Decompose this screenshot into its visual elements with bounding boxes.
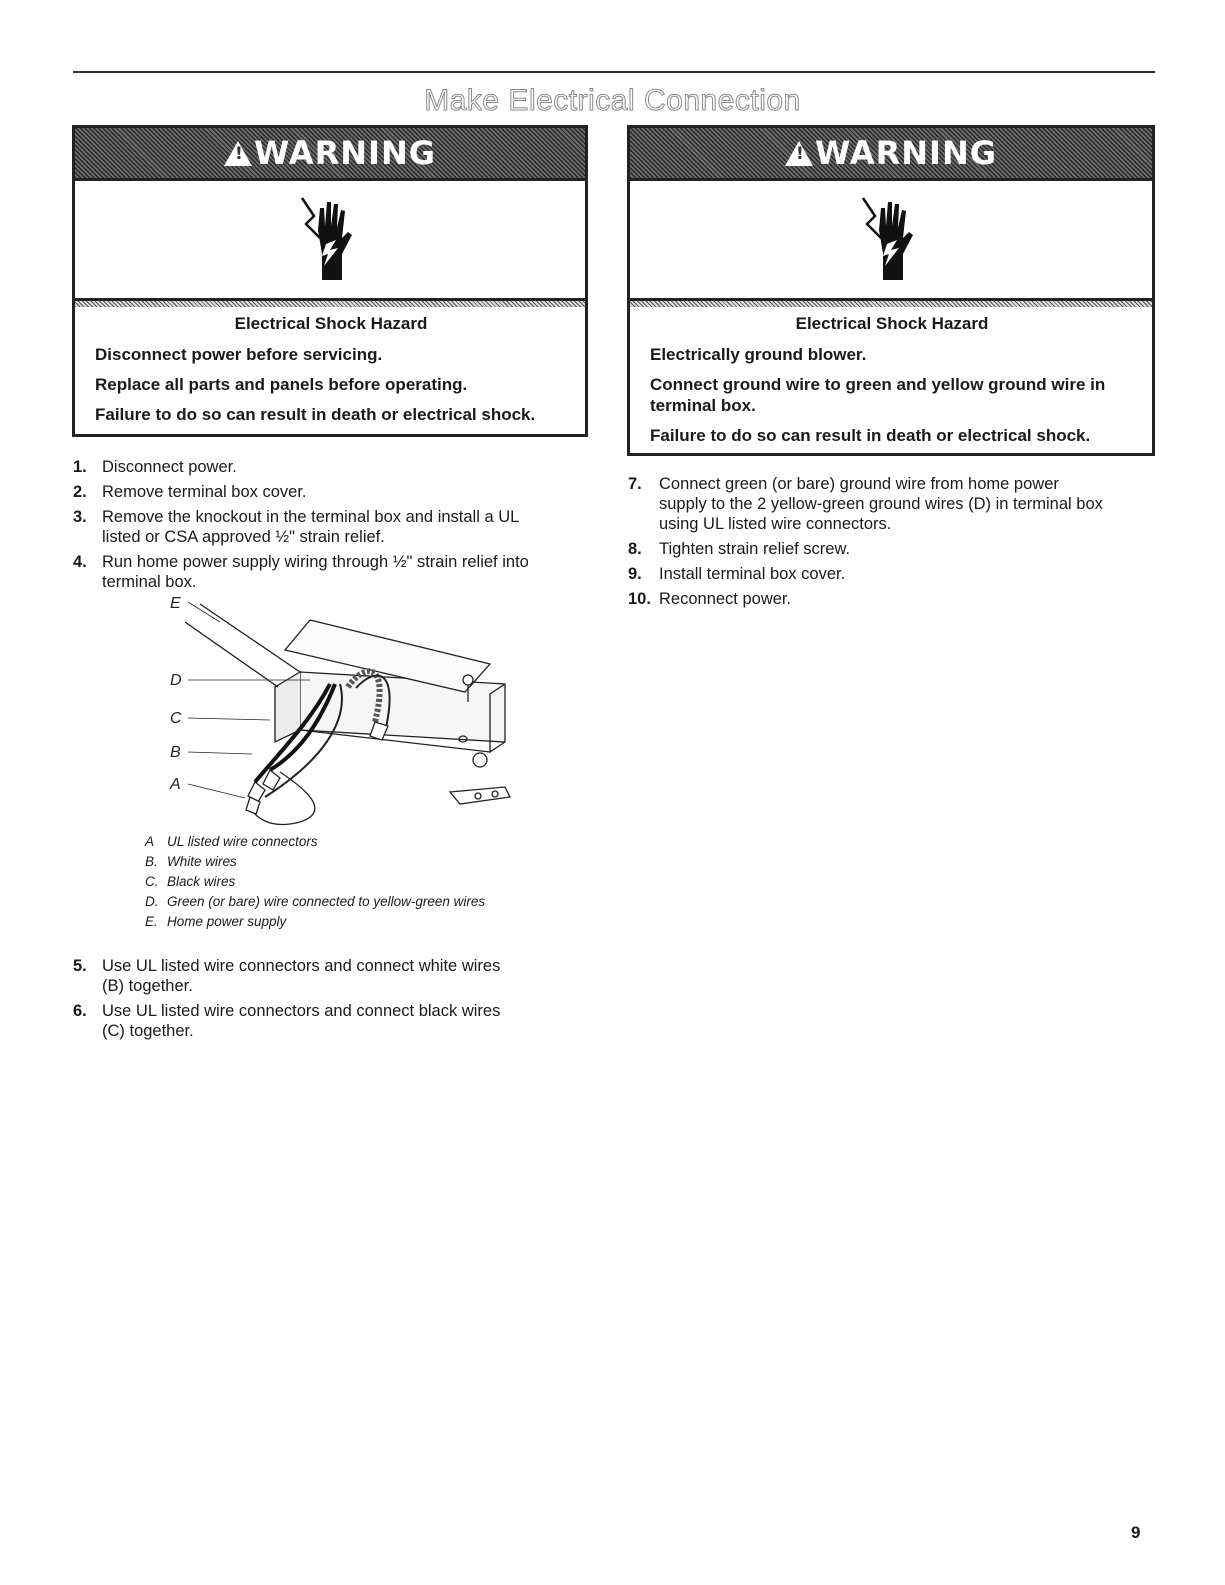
list-item (628, 474, 1108, 534)
hazard-icon-area (630, 178, 1152, 301)
warning-box-1 (72, 125, 588, 437)
list-item (73, 956, 513, 996)
diagram-legend (145, 832, 485, 932)
legend-key: D. (145, 894, 159, 909)
list-item (73, 457, 553, 477)
list-item (628, 564, 1108, 584)
callout-b: B (170, 744, 181, 761)
steps-list-left-a (73, 457, 553, 597)
warning-box-2 (627, 125, 1155, 456)
list-item (73, 482, 553, 502)
legend-text: Black wires (167, 874, 236, 889)
signal-word: WARNING (254, 134, 436, 172)
warning-triangle-icon: ! (224, 141, 252, 166)
step-number: 4. (73, 553, 87, 571)
step-text: Remove the knockout in the terminal box and install a UL listed or CSA approved ½" strain relief. (102, 508, 519, 546)
step-text: Remove terminal box cover. (102, 483, 307, 501)
legend-item (145, 872, 485, 892)
legend-item (145, 892, 485, 912)
legend-text: Home power supply (167, 914, 287, 929)
step-number: 2. (73, 483, 87, 501)
legend-text: Green (or bare) wire connected to yellow-green wires (167, 894, 486, 909)
hazard-title: Electrical Shock Hazard (234, 314, 428, 333)
step-text: Install terminal box cover. (659, 565, 846, 583)
legend-key: C. (145, 874, 159, 889)
hazard-icon-area (75, 178, 585, 301)
step-number: 7. (628, 475, 642, 493)
step-text: Disconnect power. (102, 458, 237, 476)
legend-key: E. (145, 914, 158, 929)
legend-item (145, 852, 485, 872)
legend-text: UL listed wire connectors (167, 834, 318, 849)
hazard-title: Electrical Shock Hazard (795, 314, 989, 333)
callout-a: A (170, 776, 181, 793)
legend-key: A (145, 834, 155, 849)
legend-item (145, 912, 485, 932)
warning-line: Disconnect power before servicing. (95, 345, 383, 364)
steps-list-right (628, 474, 1108, 614)
electrical-shock-hand-icon (861, 194, 921, 286)
callout-d: D (170, 672, 182, 689)
warning-line: Failure to do so can result in death or electrical shock. (650, 426, 1091, 445)
legend-item (145, 832, 485, 852)
legend-key: B. (145, 854, 158, 869)
step-text: Use UL listed wire connectors and connect black wires (C) together. (102, 1002, 501, 1040)
step-text: Reconnect power. (659, 590, 792, 608)
warning-header (75, 128, 585, 178)
step-text: Use UL listed wire connectors and connect white wires (B) together. (102, 957, 501, 995)
electrical-shock-hand-icon (300, 194, 360, 286)
warning-triangle-icon: ! (785, 141, 813, 166)
page-title: Make Electrical Connection (424, 84, 801, 117)
callout-e: E (170, 595, 181, 612)
page-number: 9 (1131, 1523, 1141, 1542)
warning-line: Failure to do so can result in death or electrical shock. (95, 405, 536, 424)
warning-line: Connect ground wire to green and yellow ground wire in terminal box. (650, 375, 1106, 415)
legend-text: White wires (167, 854, 237, 869)
step-number: 1. (73, 458, 87, 476)
terminal-box-diagram (160, 592, 540, 832)
warning-line: Electrically ground blower. (650, 345, 867, 364)
step-number: 9. (628, 565, 642, 583)
list-item (73, 552, 553, 592)
top-rule (73, 71, 1155, 73)
steps-list-left-b (73, 956, 513, 1046)
step-number: 6. (73, 1002, 87, 1020)
step-number: 5. (73, 957, 87, 975)
list-item (628, 589, 1108, 609)
step-text: Connect green (or bare) ground wire from home power supply to the 2 yellow-green ground wires (D) in terminal box using UL listed wire connectors. (659, 475, 1103, 533)
list-item (73, 1001, 513, 1041)
warning-header (630, 128, 1152, 178)
step-text: Tighten strain relief screw. (659, 540, 851, 558)
step-text: Run home power supply wiring through ½" strain relief into terminal box. (102, 553, 529, 591)
list-item (628, 539, 1108, 559)
list-item (73, 507, 553, 547)
step-number: 3. (73, 508, 87, 526)
warning-line: Replace all parts and panels before operating. (95, 375, 468, 394)
signal-word: WARNING (815, 134, 997, 172)
step-number: 10. (628, 590, 651, 608)
callout-c: C (170, 710, 182, 727)
step-number: 8. (628, 540, 642, 558)
